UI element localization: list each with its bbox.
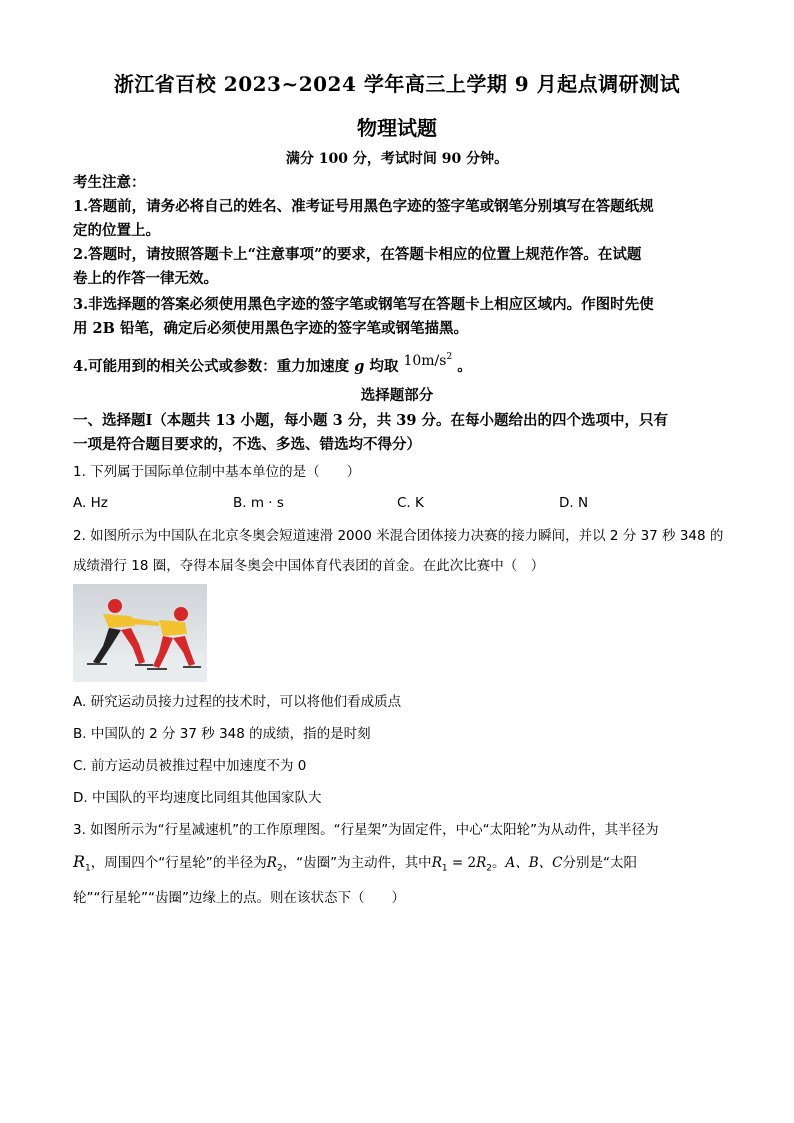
q3-r1-sub: 1 — [85, 863, 91, 874]
speed-skating-image — [73, 584, 207, 682]
q3-r2: R — [266, 855, 277, 871]
q3-text-1: ，周围四个“行星轮”的半径为 — [90, 855, 267, 871]
note-1b: 定的位置上。 — [73, 222, 160, 239]
exam-title: 浙江省百校 2023~2024 学年高三上学期 9 月起点调研测试 — [113, 72, 681, 96]
note-4-prefix: 4.可能用到的相关公式或参数：重力加速度 — [73, 357, 350, 375]
q3-r1: R — [73, 852, 86, 871]
q3-points: A、B、C — [505, 855, 563, 871]
q3-text-2: ，“齿圈”为主动件，其中 — [282, 855, 432, 871]
note-4-mid: 均取 — [369, 357, 399, 375]
q3-stem-c: 轮”“行星轮”“齿圈”边缘上的点。则在该状态下（ ） — [73, 890, 405, 906]
note-2a: 2.答题时，请按照答题卡上“注意事项”的要求，在答题卡相应的位置上规范作答。在试题 — [73, 246, 642, 263]
section-title: 选择题部分 — [360, 387, 434, 404]
note-2b: 卷上的作答一律无效。 — [73, 270, 218, 287]
note-1a: 1.答题前，请务必将自己的姓名、准考证号用黑色字迹的签字笔或钢笔分别填写在答题纸规 — [73, 198, 654, 215]
q3-stem-b — [73, 852, 637, 879]
q2-stem-a: 2. 如图所示为中国队在北京冬奥会短道速滑 2000 米混合团体接力决赛的接力瞬间，并以 2 分 37 秒 348 的 — [73, 528, 724, 544]
part1-line-b: 一项是符合题目要求的，不选、多选、错选均不得分） — [73, 436, 421, 453]
q2-stem-b: 成绩滑行 18 圈，夺得本届冬奥会中国体育代表团的首金。在此次比赛中（ ） — [73, 558, 545, 574]
note-4-exponent: 2 — [446, 352, 453, 362]
q3-stem-a: 3. 如图所示为“行星减速机”的工作原理图。“行星架”为固定件，中心“太阳轮”为从动件，其半径为 — [73, 822, 659, 838]
notes-heading: 考生注意： — [73, 174, 146, 191]
score-info: 满分 100 分，考试时间 90 分钟。 — [285, 151, 509, 167]
note-4-g: g — [354, 357, 365, 375]
q2-option-c: C. 前方运动员被推过程中加速度不为 0 — [73, 758, 307, 774]
q3-r2-sub: 2 — [276, 863, 283, 874]
q3-eq-r1-sub: 1 — [441, 863, 448, 874]
q1-stem: 1. 下列属于国际单位制中基本单位的是（ ） — [73, 464, 361, 480]
q3-text-3: 。 — [491, 855, 506, 871]
q2-option-a: A. 研究运动员接力过程的技术时，可以将他们看成质点 — [73, 694, 402, 710]
note-3b: 用 2B 铅笔，确定后必须使用黑色字迹的签字笔或钢笔描黑。 — [73, 320, 468, 337]
note-4 — [73, 352, 472, 378]
note-4-end: 。 — [457, 357, 472, 375]
subject-title: 物理试题 — [357, 116, 437, 140]
q3-eq-r2: R — [476, 855, 487, 871]
part1-line-a: 一、选择题Ⅰ（本题共 13 小题，每小题 3 分，共 39 分。在每小题给出的四个选项中，只有 — [73, 412, 669, 429]
q3-eq-mid: = 2 — [447, 855, 477, 871]
q1-option-d: D. N — [559, 495, 589, 511]
q1-option-c: C. K — [397, 495, 424, 511]
note-3a: 3.非选择题的答案必须使用黑色字迹的签字笔或钢笔写在答题卡上相应区域内。作图时先使 — [73, 296, 654, 313]
q1-option-b: B. m · s — [233, 495, 284, 511]
speed-skating-photo — [73, 584, 207, 682]
q2-option-d: D. 中国队的平均速度比同组其他国家队大 — [73, 790, 322, 806]
q1-option-a: A. Hz — [73, 495, 108, 511]
q3-text-4: 分别是“太阳 — [562, 855, 637, 871]
q3-eq-r1: R — [431, 855, 442, 871]
q2-option-b: B. 中国队的 2 分 37 秒 348 的成绩，指的是时刻 — [73, 726, 371, 742]
note-4-value: 10m/s — [403, 352, 447, 369]
q3-eq-r2-sub: 2 — [486, 863, 492, 874]
